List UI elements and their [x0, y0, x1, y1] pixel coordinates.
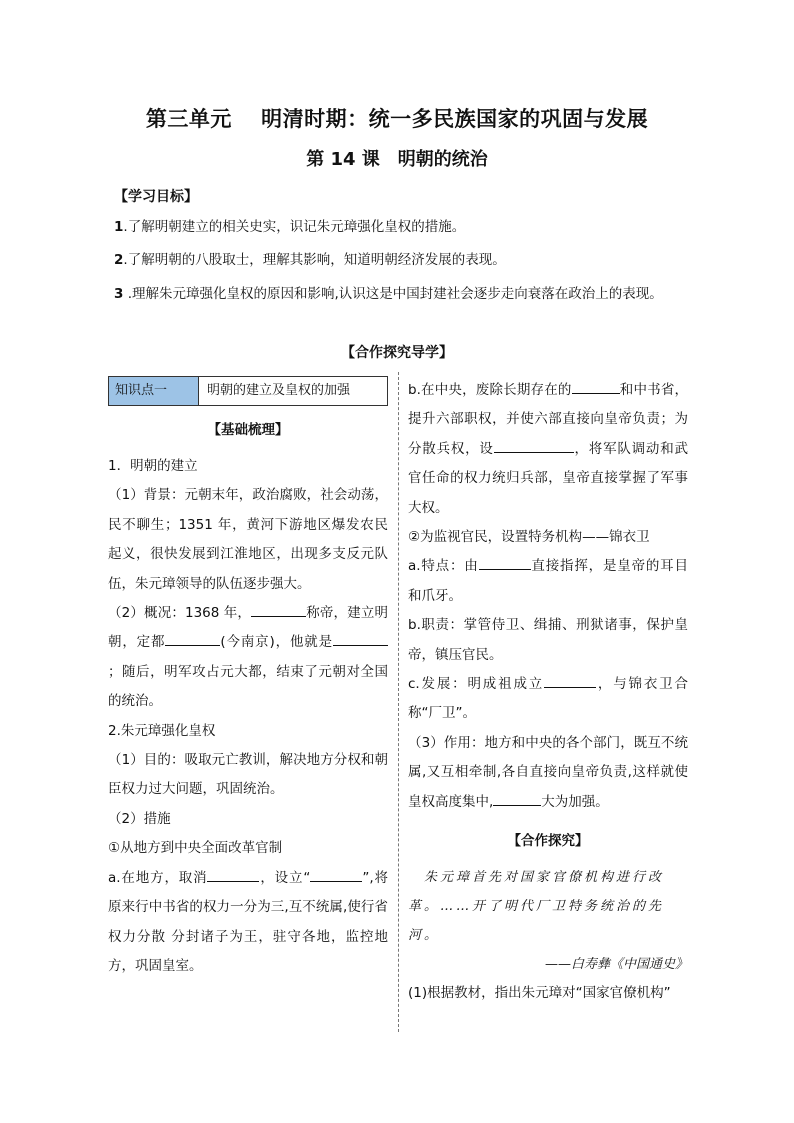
- fill-blank[interactable]: [333, 644, 388, 646]
- quote-line: 朱元璋首先对国家官僚机构进行改: [408, 870, 665, 886]
- goal-number: 3: [114, 286, 124, 302]
- knowledge-point-tag: 知识点一: [109, 377, 199, 405]
- goal-text: .了解明朝建立的相关史实，识记朱元璋强化皇权的措施。: [123, 219, 466, 235]
- goals-heading: 【学习目标】: [114, 189, 198, 205]
- fill-blank[interactable]: [572, 392, 620, 394]
- overview-paragraph: （2）概况：1368 年， 称帝，建立明朝，定都 (今南京)，他就是；随后，明军攻占元大都，结束了元朝对全国的统治。: [108, 605, 388, 710]
- fill-blank[interactable]: [207, 880, 259, 882]
- knowledge-point-box: [108, 376, 388, 406]
- section-title: 1．明朝的建立: [108, 458, 198, 474]
- unit-title: 第三单元 明清时期：统一多民族国家的巩固与发展: [145, 107, 649, 131]
- fill-blank[interactable]: [310, 880, 362, 882]
- goal-number: 1: [114, 219, 124, 235]
- left-column: [108, 376, 388, 981]
- fill-blank[interactable]: [479, 568, 531, 570]
- question-text: (1)根据教材，指出朱元璋对“国家官僚机构”: [408, 985, 671, 1002]
- goal-item: [114, 215, 465, 235]
- measures-label: （2）措施: [108, 810, 171, 827]
- local-reform-label: ①从地方到中央全面改革官制: [108, 840, 283, 857]
- fill-blank[interactable]: [544, 686, 596, 688]
- lesson-title: 第 14 课 明朝的统治: [306, 149, 488, 170]
- explore-heading: 【合作探究】: [507, 833, 589, 850]
- local-reform-paragraph: a.在地方，取消 ，设立“ ”,将原来行中书省的权力一分为三,互不统属,使行省权力分散 分封诸子为王，驻守各地，监控地方，巩固皇室。: [108, 869, 388, 974]
- goal-item: [114, 282, 663, 302]
- basics-heading: 【基础梳理】: [207, 422, 289, 438]
- purpose-paragraph: （1）目的：吸取元亡教训，解决地方分权和朝臣权力过大问题，巩固统治。: [108, 752, 388, 798]
- goal-text: .理解朱元璋强化皇权的原因和影响,认识这是中国封建社会逐步走向衰落在政治上的表现。: [123, 286, 663, 302]
- effect-paragraph: （3）作用：地方和中央的各个部门，既互不统属,又互相牵制,各自直接向皇帝负责,这样就使皇权高度集中, 大为加强。: [408, 734, 688, 810]
- fill-blank[interactable]: [251, 615, 306, 617]
- development-paragraph: c.发展：明成祖成立 ，与锦衣卫合称“厂卫”。: [408, 676, 689, 722]
- spy-agency-label: ②为监视官民，设置特务机构——锦衣卫: [408, 529, 650, 546]
- goal-item: [114, 248, 506, 268]
- quote-source: ——白寿彝《中国通史》: [544, 957, 688, 973]
- fill-blank[interactable]: [494, 451, 574, 453]
- feature-paragraph: a.特点：由 直接指挥，是皇帝的耳目和爪牙。: [408, 558, 688, 604]
- right-column: [408, 376, 688, 1009]
- column-divider: [398, 372, 399, 1032]
- central-reform-paragraph: b.在中央，废除长期存在的 和中书省，提升六部职权，并使六部直接向皇帝负责；为分散兵权，设 ，将军队调动和武官任命的权力统归兵部，皇帝直接掌握了军事大权。: [408, 382, 689, 516]
- cooperative-heading: 【合作探究导学】: [341, 345, 453, 361]
- section-title: 2.朱元璋强化皇权: [108, 722, 216, 739]
- goal-text: .了解明朝的八股取士，理解其影响，知道明朝经济发展的表现。: [123, 252, 506, 268]
- background-paragraph: （1）背景：元朝末年，政治腐败，社会动荡，民不聊生；1351 年，黄河下游地区爆发农民起义，很快发展到江淮地区，出现多支反元队伍，朱元璋领导的队伍逐步强大。: [108, 487, 388, 592]
- fill-blank[interactable]: [165, 644, 220, 646]
- duty-paragraph: b.职责：掌管侍卫、缉捕、刑狱诸事，保护皇帝，镇压官民。: [408, 617, 688, 663]
- goal-number: 2: [114, 252, 124, 268]
- knowledge-point-title: 明朝的建立及皇权的加强: [207, 383, 351, 398]
- quote-line: 革。……开了明代厂卫特务统治的先河。: [408, 899, 665, 944]
- fill-blank[interactable]: [493, 804, 541, 806]
